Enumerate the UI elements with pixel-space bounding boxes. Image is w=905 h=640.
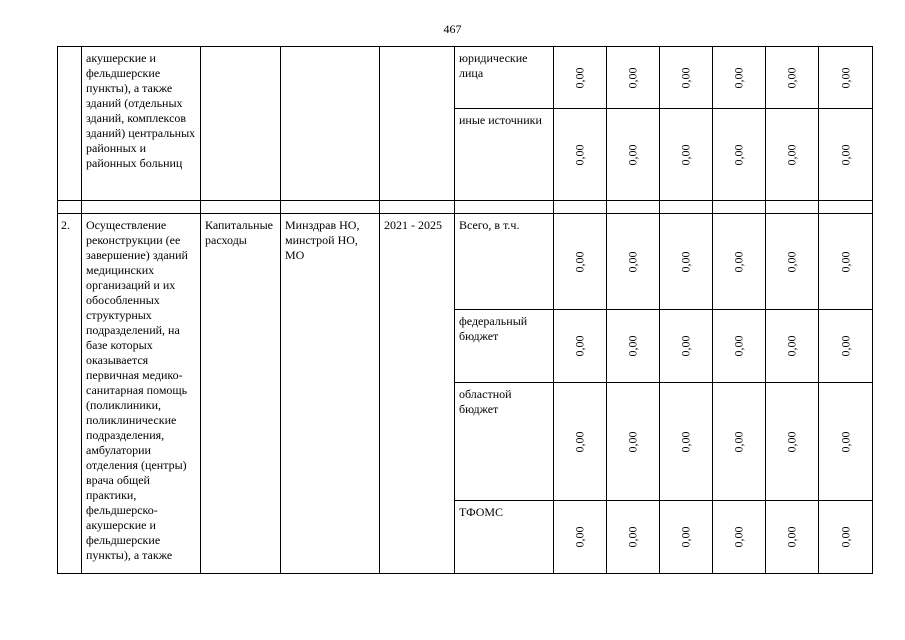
value-cell: 0,00	[713, 310, 766, 383]
value-cell: 0,00	[766, 310, 819, 383]
page-number: 467	[443, 22, 462, 36]
value-cell: 0,00	[713, 109, 766, 201]
value-cell: 0,00	[554, 214, 607, 310]
value-cell: 0,00	[819, 214, 873, 310]
value-cell: 0,00	[766, 214, 819, 310]
table-row	[58, 214, 873, 310]
measure-name-cell: Осуществление реконструкции (ее завершение) зданий медицинских организаций и их обособленных структурных подразделений, на базе которых оказывается первичная медико-санитарная помощь (поликлиники, поликлинические подразделения, амбулатории отделения (центры) врача общей практики, фельдшерско-акушерские и фельдшерские пункты), а также	[82, 214, 201, 574]
value-cell: 0,00	[607, 47, 660, 109]
value-cell: 0,00	[766, 47, 819, 109]
source-label-cell: юридические лица	[455, 47, 554, 109]
value-cell: 0,00	[819, 383, 873, 501]
value-cell: 0,00	[607, 383, 660, 501]
value-cell: 0,00	[607, 310, 660, 383]
value-cell: 0,00	[766, 501, 819, 574]
value-cell: 0,00	[660, 214, 713, 310]
value-cell: 0,00	[607, 214, 660, 310]
table-spacer-row	[58, 201, 873, 214]
value-cell: 0,00	[660, 47, 713, 109]
value-cell: 0,00	[607, 109, 660, 201]
value-cell: 0,00	[660, 383, 713, 501]
value-cell: 0,00	[554, 47, 607, 109]
value-cell: 0,00	[713, 383, 766, 501]
value-cell: 0,00	[554, 109, 607, 201]
value-cell: 0,00	[607, 501, 660, 574]
row-number-cell	[58, 47, 82, 201]
value-cell: 0,00	[660, 501, 713, 574]
source-label-cell: ТФОМС	[455, 501, 554, 574]
value-cell: 0,00	[819, 310, 873, 383]
period-cell	[380, 47, 455, 201]
value-cell: 0,00	[819, 109, 873, 201]
value-cell: 0,00	[554, 501, 607, 574]
source-label-cell: областной бюджет	[455, 383, 554, 501]
value-cell: 0,00	[660, 109, 713, 201]
value-cell: 0,00	[713, 214, 766, 310]
value-cell: 0,00	[819, 501, 873, 574]
executors-cell: Минздрав НО, минстрой НО, МО	[281, 214, 380, 574]
source-label-cell: Всего, в т.ч.	[455, 214, 554, 310]
value-cell: 0,00	[713, 501, 766, 574]
expense-type-cell: Капитальные расходы	[201, 214, 281, 574]
source-label-cell: иные источники	[455, 109, 554, 201]
period-cell: 2021 - 2025	[380, 214, 455, 574]
program-table	[57, 46, 873, 574]
executors-cell	[281, 47, 380, 201]
value-cell: 0,00	[766, 383, 819, 501]
measure-name-cell: акушерские и фельдшерские пункты), а также зданий (отдельных зданий, комплексов зданий) центральных районных и районных больниц	[82, 47, 201, 201]
value-cell: 0,00	[819, 47, 873, 109]
value-cell: 0,00	[554, 310, 607, 383]
value-cell: 0,00	[554, 383, 607, 501]
value-cell: 0,00	[713, 47, 766, 109]
table-row	[58, 47, 873, 109]
expense-type-cell	[201, 47, 281, 201]
source-label-cell: федеральный бюджет	[455, 310, 554, 383]
value-cell: 0,00	[766, 109, 819, 201]
row-number-cell: 2.	[58, 214, 82, 574]
value-cell: 0,00	[660, 310, 713, 383]
